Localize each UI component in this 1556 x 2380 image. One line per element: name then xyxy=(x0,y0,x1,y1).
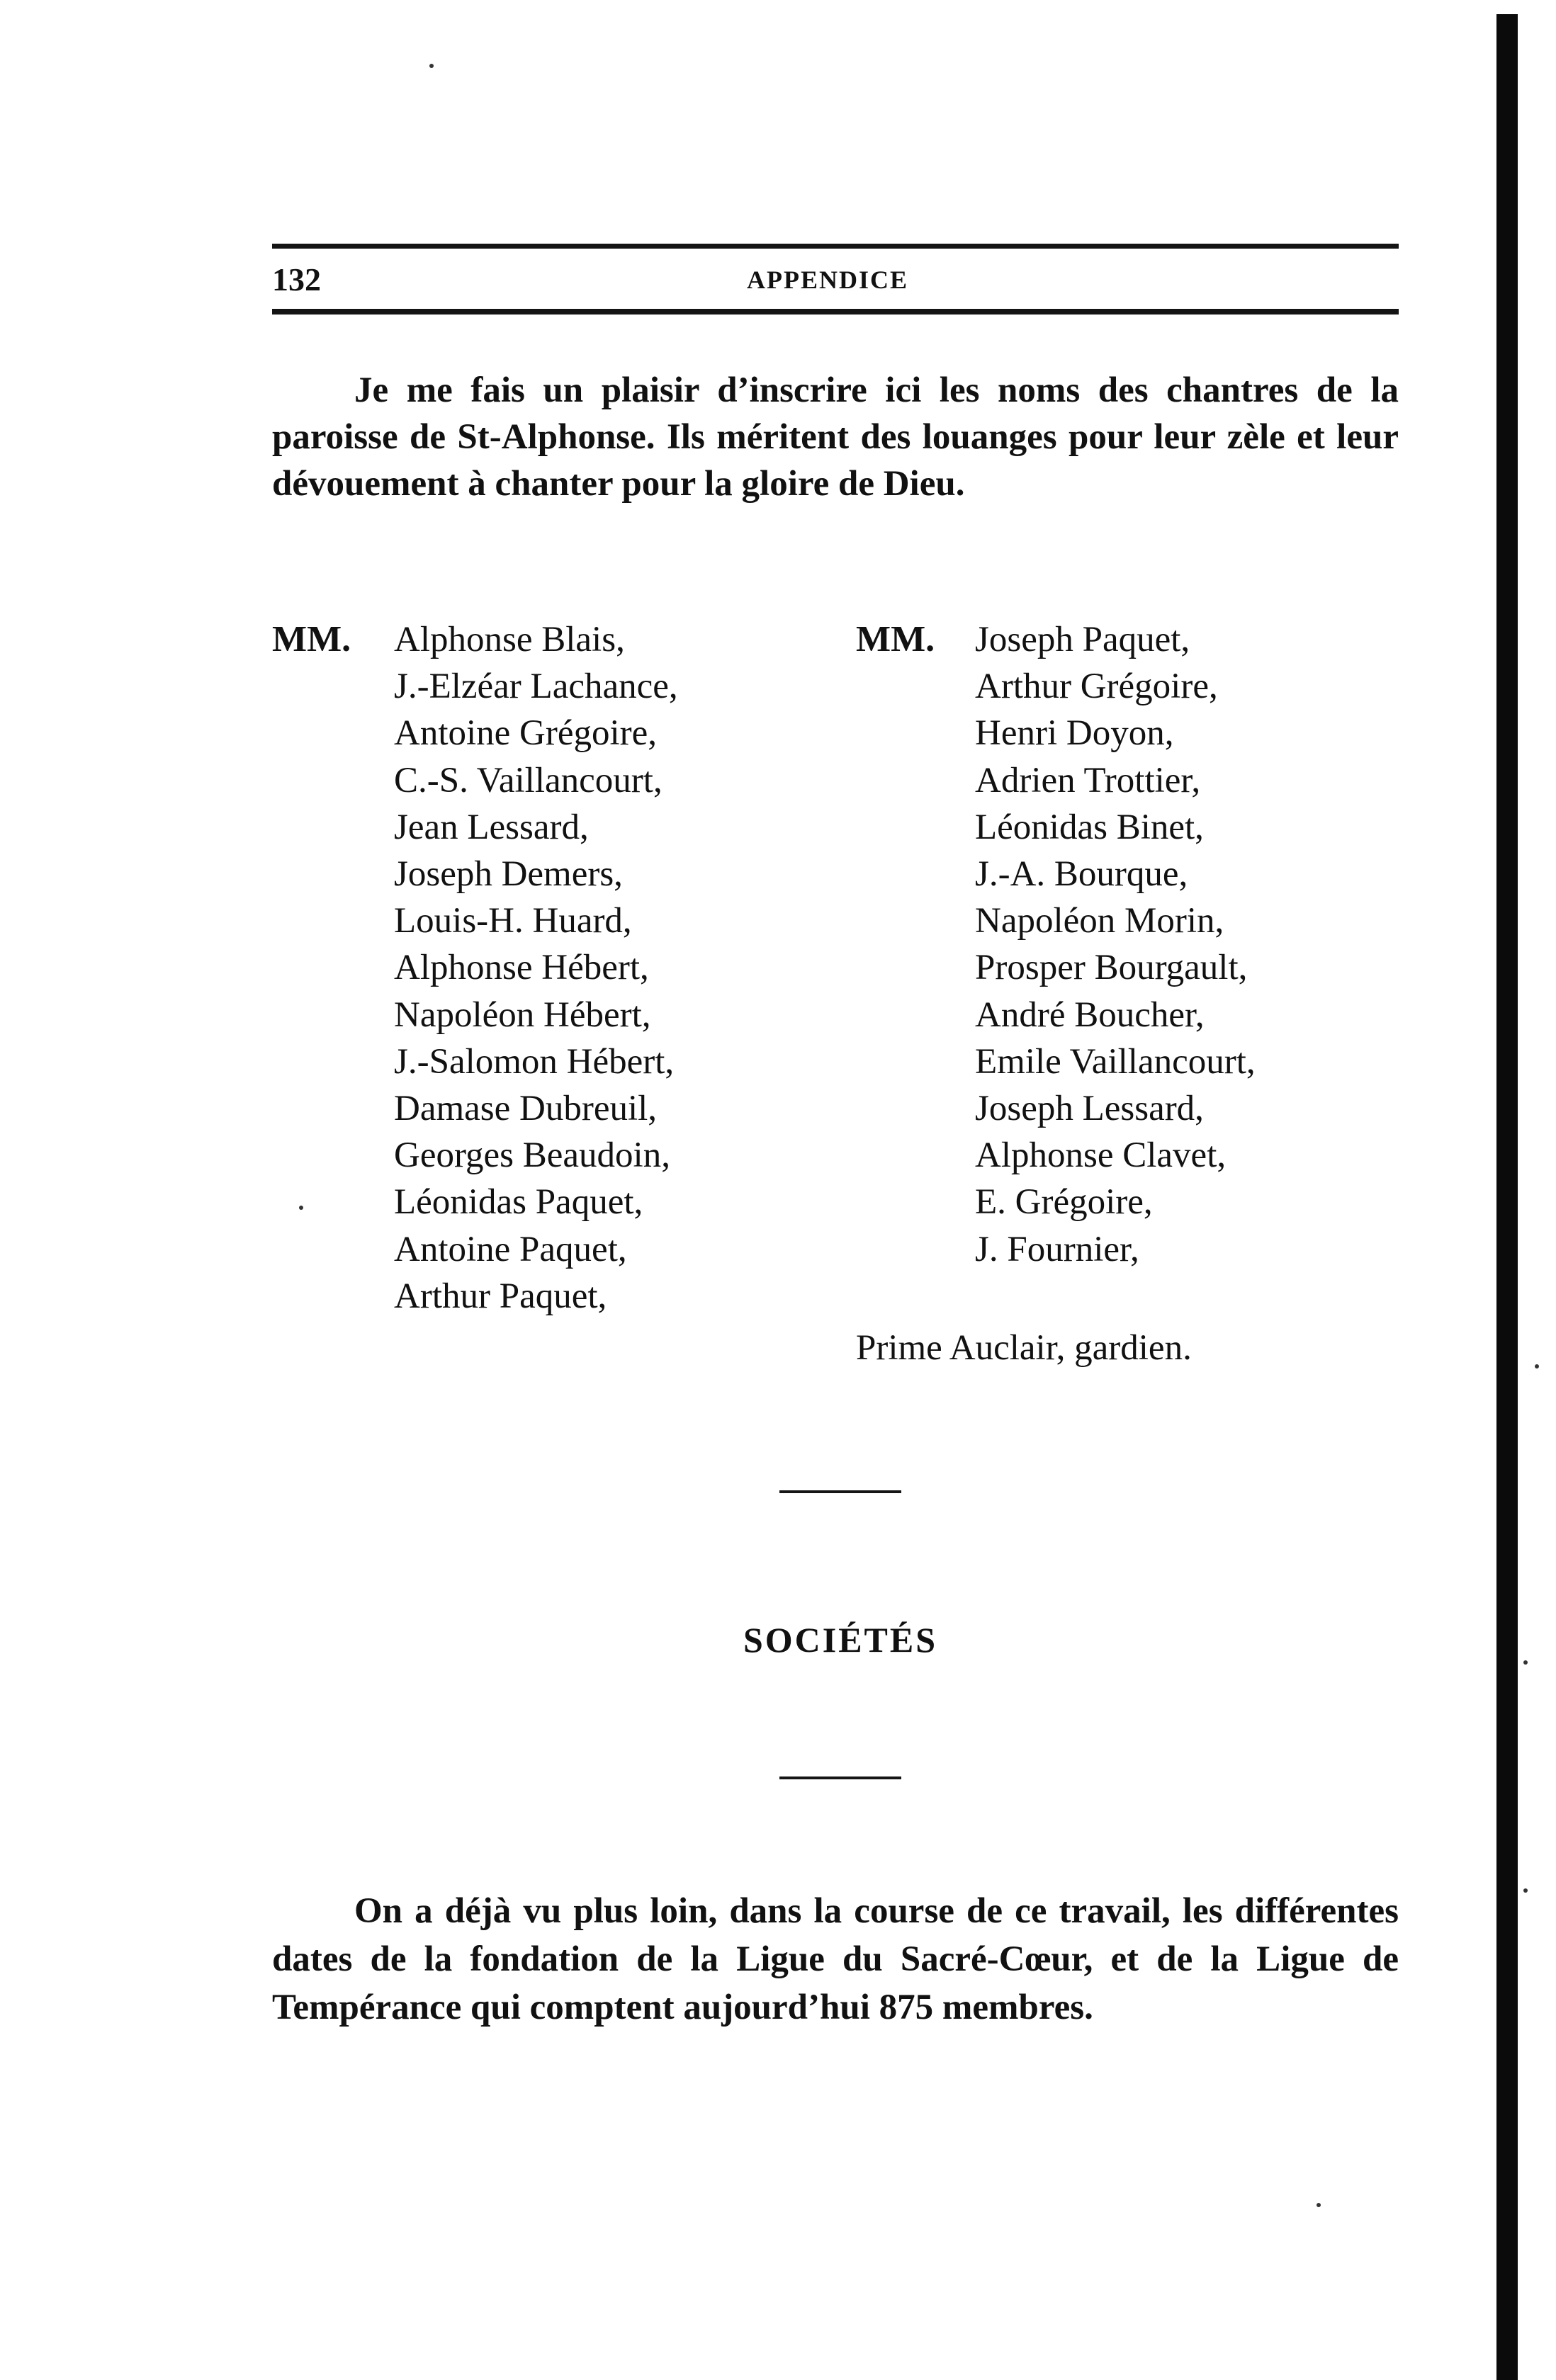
choir-member-name: Henri Doyon, xyxy=(975,713,1174,754)
choir-member-name: Arthur Grégoire, xyxy=(975,667,1218,707)
section-paragraph: On a déjà vu plus loin, dans la course de ce travail, les différentes dates de la fondation de la Ligue du Sacré-Cœur, et de la Ligue de Tempérance qui comptent aujourd’hui 875 membres. xyxy=(272,1891,1399,2027)
right-name-list xyxy=(975,616,1256,1273)
choir-member-name: Joseph Demers, xyxy=(394,854,623,895)
section-rule-top xyxy=(779,1490,901,1493)
choir-member-name: Joseph Lessard, xyxy=(975,1089,1204,1129)
choir-member-name: André Boucher, xyxy=(975,994,1205,1035)
print-speck xyxy=(1535,1364,1539,1368)
choir-member-name: J.-Salomon Hébert, xyxy=(394,1041,675,1082)
page-edge-shadow xyxy=(1496,14,1518,2380)
choir-member-name: Napoléon Morin, xyxy=(975,901,1224,941)
guardian-line: Prime Auclair, gardien. xyxy=(856,1328,1192,1368)
choir-member-name: Alphonse Clavet, xyxy=(975,1135,1227,1176)
choir-member-name: Antoine Paquet, xyxy=(394,1229,627,1269)
running-head: APPENDICE xyxy=(747,266,909,294)
choir-member-name: Jean Lessard, xyxy=(394,807,589,847)
print-speck xyxy=(1523,1888,1528,1893)
choir-member-name: J.-A. Bourque, xyxy=(975,854,1188,895)
choir-member-name: Napoléon Hébert, xyxy=(394,994,651,1035)
print-speck xyxy=(1523,1660,1528,1665)
choir-member-name: Georges Beaudoin, xyxy=(394,1135,670,1176)
right-column-prefix: MM. xyxy=(856,619,935,659)
print-speck xyxy=(299,1206,303,1210)
choir-member-name: Emile Vaillancourt, xyxy=(975,1041,1256,1082)
choir-member-name: Adrien Trottier, xyxy=(975,760,1201,800)
choir-member-name: Alphonse Blais, xyxy=(394,620,625,659)
choir-member-name: Joseph Paquet, xyxy=(975,620,1190,659)
header-top-rule xyxy=(272,244,1399,249)
choir-member-name: Arthur Paquet, xyxy=(394,1276,607,1316)
choir-member-name: J.-Elzéar Lachance, xyxy=(394,667,678,707)
choir-member-name: Léonidas Paquet, xyxy=(394,1182,643,1223)
intro-paragraph: Je me fais un plaisir d’inscrire ici les noms des chantres de la paroisse de St-Alphonse. Ils méritent des louanges pour leur zèle et leur dévouement à chanter pour la gloire de Dieu. xyxy=(272,370,1399,504)
choir-member-name: Damase Dubreuil, xyxy=(394,1089,658,1129)
section-title: SOCIÉTÉS xyxy=(743,1620,938,1660)
choir-member-name: C.-S. Vaillancourt, xyxy=(394,760,663,800)
choir-member-name: Alphonse Hébert, xyxy=(394,948,649,988)
left-name-list xyxy=(394,616,678,1320)
header-bottom-rule xyxy=(272,309,1399,314)
print-speck xyxy=(429,64,434,68)
choir-member-name: Prosper Bourgault, xyxy=(975,948,1248,988)
choir-member-name: J. Fournier, xyxy=(975,1229,1139,1269)
choir-member-name: Antoine Grégoire, xyxy=(394,713,658,754)
choir-member-name: Léonidas Binet, xyxy=(975,807,1204,847)
section-rule-bottom xyxy=(779,1776,901,1779)
choir-member-name: E. Grégoire, xyxy=(975,1182,1153,1223)
choir-member-name: Louis-H. Huard, xyxy=(394,901,632,941)
print-speck xyxy=(1317,2203,1321,2207)
page-number: 132 xyxy=(272,261,321,298)
left-column-prefix: MM. xyxy=(272,619,351,659)
